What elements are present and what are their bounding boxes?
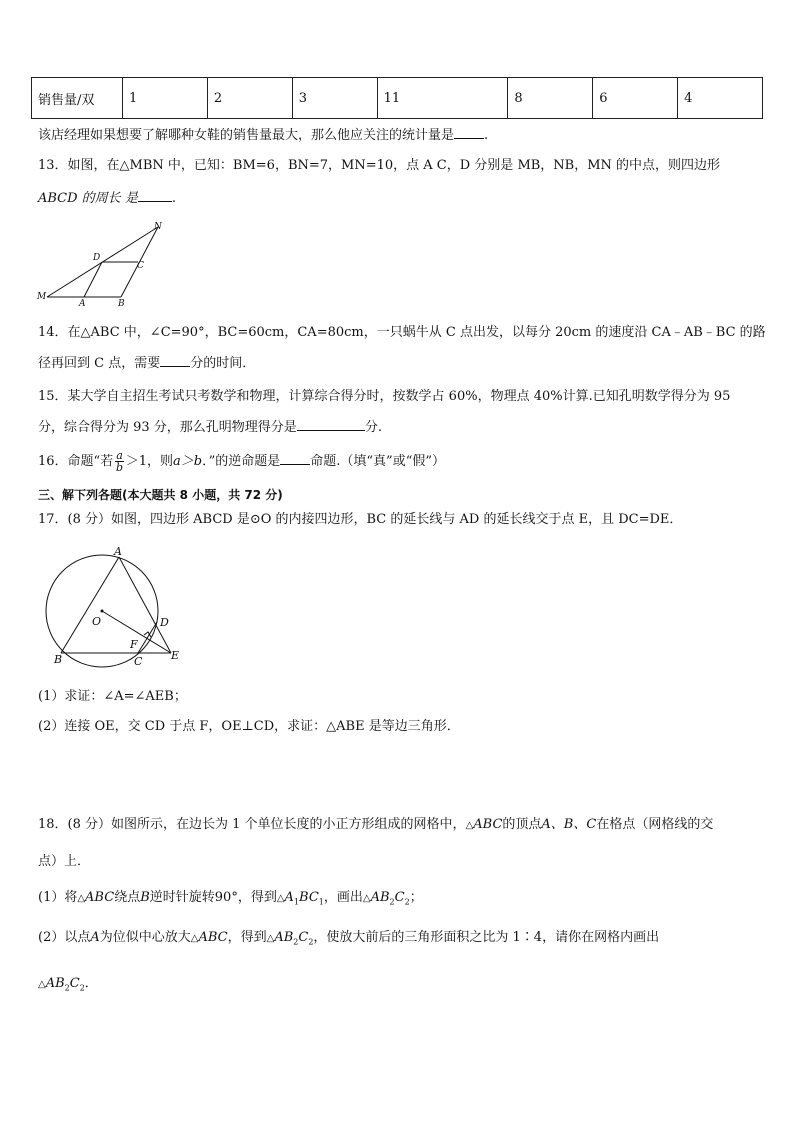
q16-text xyxy=(38,448,445,476)
q18-line1d: A、B、C xyxy=(541,817,597,832)
label-b: B xyxy=(118,299,125,309)
q18-sub1q: ； xyxy=(409,890,423,905)
q18-sub1 xyxy=(38,889,423,912)
triangle-symbol: △ xyxy=(465,820,474,831)
q18-sub2e: ，得到 xyxy=(227,930,267,945)
q18-sub1b: ABC xyxy=(85,890,115,905)
q15-line1: 15．某大学自主招生考试只考数学和物理，计算综合得分时，按数学占 60%，物理点 40%计算.已知孔明数学得分为 95 xyxy=(38,389,731,404)
q18-sub3b: 2 xyxy=(64,983,70,993)
q15-line2a: 分，综合得分为 93 分，那么孔明物理得分是 xyxy=(38,420,297,435)
q18-sub1f: 90° xyxy=(214,890,238,905)
table-cell: 8 xyxy=(508,78,593,119)
q18-sub2b: A xyxy=(90,930,100,945)
q18-line2: 点）上． xyxy=(38,854,91,869)
q16-c: a＞b xyxy=(173,454,203,469)
triangle-symbol: △ xyxy=(190,933,199,944)
q15-line2b: 分. xyxy=(364,420,382,435)
q16-e: 命题.（填“真”或“假”） xyxy=(310,454,445,469)
q17-sub2: (2）连接 OE，交 CD 于点 F，OE⊥CD，求证：△ABE 是等边三角形． xyxy=(38,719,460,734)
sales-table xyxy=(31,77,763,119)
q18-line1c: 的顶点 xyxy=(502,817,542,832)
label-a: A xyxy=(79,299,86,309)
label-c: C xyxy=(137,261,144,271)
q12-text: 该店经理如果想要了解哪种女鞋的销售量最大，那么他应关注的统计量是 . xyxy=(38,128,489,143)
fraction-a-over-b xyxy=(115,450,124,473)
q18-sub2f: AB xyxy=(274,930,294,945)
q18-sub1o: C xyxy=(394,890,405,905)
q18-sub1k: 1 xyxy=(318,897,324,907)
label-d: D xyxy=(93,253,101,263)
q13-line2: ABCD 的周长 是 . xyxy=(38,191,176,206)
q18-sub1n: 2 xyxy=(389,897,395,907)
q18-sub1j: BC xyxy=(299,890,319,905)
q17-figure xyxy=(40,540,190,672)
q16-d: ．”的逆命题是 xyxy=(202,454,281,469)
q18-sub1e: 逆时针旋转 xyxy=(149,890,215,905)
q18-sub1m: AB xyxy=(370,890,390,905)
label-e: E xyxy=(171,649,180,662)
q18-sub1a: (1）将 xyxy=(38,890,78,905)
q18-line1a: 18．(8 分）如图所示，在边长为 1 个单位长度的小正方形组成的网格中， xyxy=(38,817,466,832)
label-d: D xyxy=(160,616,169,629)
q18-sub1p: 2 xyxy=(404,897,410,907)
q18-sub2h: C xyxy=(298,930,309,945)
q18-sub2-cont xyxy=(38,975,98,998)
answer-blank xyxy=(280,452,310,465)
q18-sub1d: B xyxy=(140,890,150,905)
q18-sub2 xyxy=(38,929,659,952)
table-cell: 6 xyxy=(593,78,678,119)
section-heading: 三、解下列各题(本大题共 8 小题，共 72 分) xyxy=(38,488,283,502)
q18-sub3d: 2 xyxy=(79,983,85,993)
table-row xyxy=(32,78,763,119)
triangle-symbol: △ xyxy=(266,933,275,944)
table-cell: 2 xyxy=(207,78,292,119)
q18-sub2a: (2）以点 xyxy=(38,930,91,945)
q18-sub2d: ABC xyxy=(198,930,228,945)
q18-sub1g: ，得到 xyxy=(237,890,277,905)
label-b: B xyxy=(54,653,63,666)
answer-blank xyxy=(138,189,172,202)
q18-sub1i: 1 xyxy=(293,897,300,907)
triangle-symbol: △ xyxy=(38,979,46,990)
triangle-symbol: △ xyxy=(276,893,285,904)
label-f: F xyxy=(130,638,138,651)
table-cell: 3 xyxy=(292,78,377,119)
table-cell: 1 xyxy=(123,78,208,119)
q17-sub1: (1）求证：∠A=∠AEB； xyxy=(38,689,187,704)
q12-tail: 该店经理如果想要了解哪种女鞋的销售量最大，那么他应关注的统计量是 xyxy=(38,128,455,143)
q18-sub2j: ，使放大前后的三角形面积之比为 1∶4，请你在网格内画出 xyxy=(313,930,660,945)
q18-sub2c: 为位似中心放大 xyxy=(99,930,191,945)
q18-line1e: 在格点（网格线的交 xyxy=(596,817,714,832)
answer-blank xyxy=(454,126,484,139)
triangle-symbol: △ xyxy=(77,893,86,904)
label-a: A xyxy=(114,545,122,558)
table-cell: 4 xyxy=(678,78,763,119)
label-o: O xyxy=(92,615,102,628)
q16-b: ＞1，则 xyxy=(125,454,174,469)
q18-sub3e: ． xyxy=(84,976,98,991)
fraction-numerator: a xyxy=(116,449,123,462)
q14-line2b: 分的时间． xyxy=(190,356,256,371)
q18-line1 xyxy=(38,816,713,835)
q14-line2 xyxy=(38,354,255,373)
q18-line1b: ABC xyxy=(473,817,503,832)
q13-line1: 13．如图，在△MBN 中，已知：BM=6，BN=7，MN=10，点 A C，D 分别是 MB，NB，MN 的中点，则四边形 xyxy=(38,158,721,173)
label-n: N xyxy=(154,222,162,232)
triangle-symbol: △ xyxy=(362,893,371,904)
q18-sub1h: A xyxy=(284,890,294,905)
circle-center-point xyxy=(101,610,104,613)
q18-sub2i: 2 xyxy=(308,937,314,947)
q18-sub1l: ，画出 xyxy=(323,890,363,905)
q14-line2a: 径再回到 C 点，需要 xyxy=(38,356,161,371)
answer-blank xyxy=(297,418,365,431)
q13-line2-text: ABCD 的周长 是 xyxy=(38,191,138,206)
q16-a: 16．命题“若 xyxy=(38,454,114,469)
q15-line2 xyxy=(38,418,382,437)
fraction-denominator: b xyxy=(115,461,123,474)
table-cell: 11 xyxy=(377,78,508,119)
q18-sub3c: C xyxy=(69,976,80,991)
table-header-cell: 销售量/双 xyxy=(32,78,123,119)
q14-line1: 14．在△ABC 中，∠C=90°，BC=60cm，CA=80cm，一只蜗牛从 C 点出发，以每分 20cm 的速度沿 CA﹣AB﹣BC 的路 xyxy=(38,325,766,340)
q18-sub2g: 2 xyxy=(293,937,299,947)
label-m: M xyxy=(37,292,47,302)
q17-line1: 17．(8 分）如图，四边形 ABCD 是⊙O 的内接四边形，BC 的延长线与 AD 的延长线交于点 E，且 DC=DE． xyxy=(38,512,683,527)
q18-sub1c: 绕点 xyxy=(114,890,141,905)
q13-figure xyxy=(34,218,174,310)
q18-sub3a: AB xyxy=(45,976,65,991)
label-c: C xyxy=(134,655,143,668)
answer-blank xyxy=(160,354,190,367)
